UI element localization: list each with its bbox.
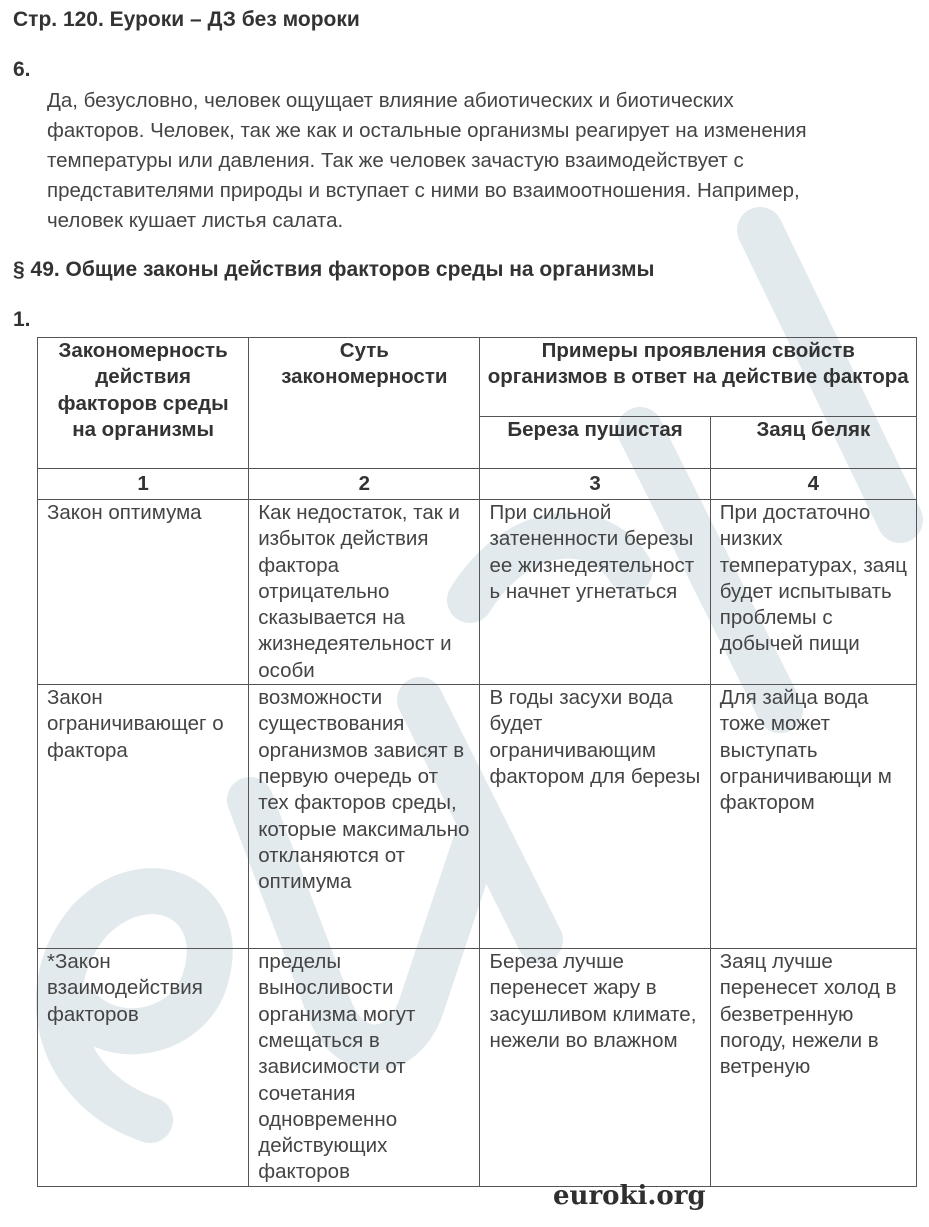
- cell-essence: пределы выносливости организма могут смещаться в зависимости от сочетания одновременно действующих факторов: [249, 949, 480, 1187]
- column-number: 1: [38, 469, 249, 500]
- cell-birch: При сильной затененности березы ее жизнедеятельност ь начнет угнетаться: [480, 500, 710, 685]
- cell-hare: Для зайца вода тоже может выступать ограничивающи м фактором: [710, 685, 916, 949]
- column-number: 2: [249, 469, 480, 500]
- question-6-number: 6.: [13, 58, 31, 81]
- answer-line: человек кушает листья салата.: [47, 209, 344, 232]
- table-row: [38, 949, 917, 1187]
- page-header-title: Стр. 120. Еуроки – ДЗ без мороки: [13, 8, 360, 31]
- answer-line: Да, безусловно, человек ощущает влияние абиотических и биотических: [47, 89, 734, 112]
- cell-essence: Как недостаток, так и избыток действия фактора отрицательно сказывается на жизнедеятельност и особи: [249, 500, 480, 685]
- header-examples: Примеры проявления свойств организмов в ответ на действие фактора: [480, 338, 917, 417]
- column-number-row: [38, 469, 917, 500]
- cell-birch: Береза лучше перенесет жару в засушливом климате, нежели во влажном: [480, 949, 710, 1187]
- cell-essence: возможности существования организмов зависят в первую очередь от тех факторов среды, которые максимально откланяются от оптимума: [249, 685, 480, 949]
- table-header-row: [38, 338, 917, 417]
- section-title: § 49. Общие законы действия факторов среды на организмы: [13, 258, 655, 281]
- question-1-number: 1.: [13, 308, 31, 331]
- header-essence: Суть закономерности: [249, 338, 480, 469]
- table-row: [38, 685, 917, 949]
- column-number: 3: [480, 469, 710, 500]
- header-hare: Заяц беляк: [710, 417, 916, 469]
- header-law: Закономерность действия факторов среды на организмы: [38, 338, 249, 469]
- laws-table: [37, 337, 917, 1187]
- answer-line: температуры или давления. Так же человек зачастую взаимодействует с: [47, 149, 744, 172]
- cell-hare: Заяц лучше перенесет холод в безветренную погоду, нежели в ветреную: [710, 949, 916, 1187]
- answer-line: факторов. Человек, так же как и остальные организмы реагирует на изменения: [47, 119, 807, 142]
- cell-hare: При достаточно низких температурах, заяц будет испытывать проблемы с добычей пищи: [710, 500, 916, 685]
- column-number: 4: [710, 469, 916, 500]
- cell-law: *Закон взаимодействия факторов: [38, 949, 249, 1187]
- cell-birch: В годы засухи вода будет ограничивающим фактором для березы: [480, 685, 710, 949]
- table-row: [38, 500, 917, 685]
- header-birch: Береза пушистая: [480, 417, 710, 469]
- cell-law: Закон ограничивающег о фактора: [38, 685, 249, 949]
- footer-brand: euroki.org: [553, 1181, 706, 1211]
- answer-line: представителями природы и вступает с ними во взаимоотношения. Например,: [47, 179, 800, 202]
- cell-law: Закон оптимума: [38, 500, 249, 685]
- question-6-answer: [47, 86, 917, 236]
